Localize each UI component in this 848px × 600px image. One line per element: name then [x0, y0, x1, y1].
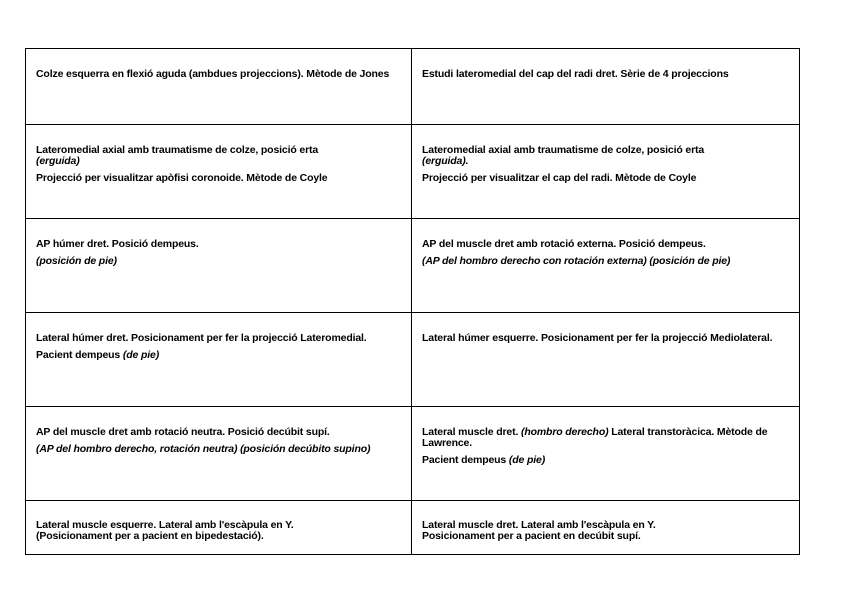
cell-text: Lateral húmer esquerre. Posicionament per fer la projecció Mediolateral. — [422, 332, 773, 344]
cell-italic-text: (AP del hombro derecho, rotación neutra) (posición decúbito supino) — [36, 443, 371, 455]
positions-table — [25, 48, 800, 555]
cell-text: Lateral muscle esquerre. Lateral amb l'escàpula en Y. — [36, 519, 294, 531]
cell-text: Lateral transtoràcica. Mètode de Lawrence. — [422, 426, 768, 449]
cell-text: Lateromedial axial amb traumatisme de colze, posició erta — [422, 144, 705, 156]
table-cell — [412, 313, 799, 407]
cell-text: AP del muscle dret amb rotació externa. Posició dempeus. — [422, 238, 706, 250]
cell-text: AP del muscle dret amb rotació neutra. Posició decúbit supí. — [36, 426, 330, 438]
cell-text: (Posicionament per a pacient en bipedestació). — [36, 530, 264, 542]
cell-italic-text: (posición de pie) — [36, 255, 117, 267]
cell-text: Projecció per visualitzar el cap del radi. Mètode de Coyle — [422, 172, 697, 184]
cell-italic-text: (de pie) — [508, 454, 546, 466]
cell-italic-text: (erguida) — [36, 155, 80, 167]
cell-text: Lateral muscle dret. Lateral amb l'escàpula en Y. — [422, 519, 656, 531]
cell-text: Estudi lateromedial del cap del radi dret. Sèrie de 4 projeccions — [422, 68, 729, 80]
table-cell — [26, 313, 412, 407]
table-cell — [412, 501, 799, 554]
cell-italic-text: (erguida). — [422, 155, 469, 167]
cell-italic-text: (hombro derecho) — [521, 426, 609, 438]
table-cell — [412, 219, 799, 313]
table-cell — [412, 407, 799, 501]
cell-italic-text: (de pie) — [122, 349, 160, 361]
cell-text: Lateral húmer dret. Posicionament per fer la projecció Lateromedial. — [36, 332, 367, 344]
table-cell — [26, 407, 412, 501]
cell-text: Pacient dempeus — [422, 454, 507, 466]
table-cell — [26, 501, 412, 554]
cell-text: AP húmer dret. Posició dempeus. — [36, 238, 199, 250]
cell-text: Projecció per visualitzar apòfisi coronoide. Mètode de Coyle — [36, 172, 328, 184]
table-cell — [26, 125, 412, 219]
cell-text: Pacient dempeus — [36, 349, 121, 361]
cell-text: Colze esquerra en flexió aguda (ambdues projeccions). Mètode de Jones — [36, 68, 390, 80]
cell-text: Posicionament per a pacient en decúbit supí. — [422, 530, 641, 542]
cell-italic-text: (AP del hombro derecho con rotación externa) (posición de pie) — [422, 255, 731, 267]
cell-text: Lateromedial axial amb traumatisme de colze, posició erta — [36, 144, 319, 156]
table-cell — [412, 125, 799, 219]
table-cell — [412, 49, 799, 125]
table-cell — [26, 219, 412, 313]
cell-text: Lateral muscle dret. — [422, 426, 519, 438]
table-cell — [26, 49, 412, 125]
